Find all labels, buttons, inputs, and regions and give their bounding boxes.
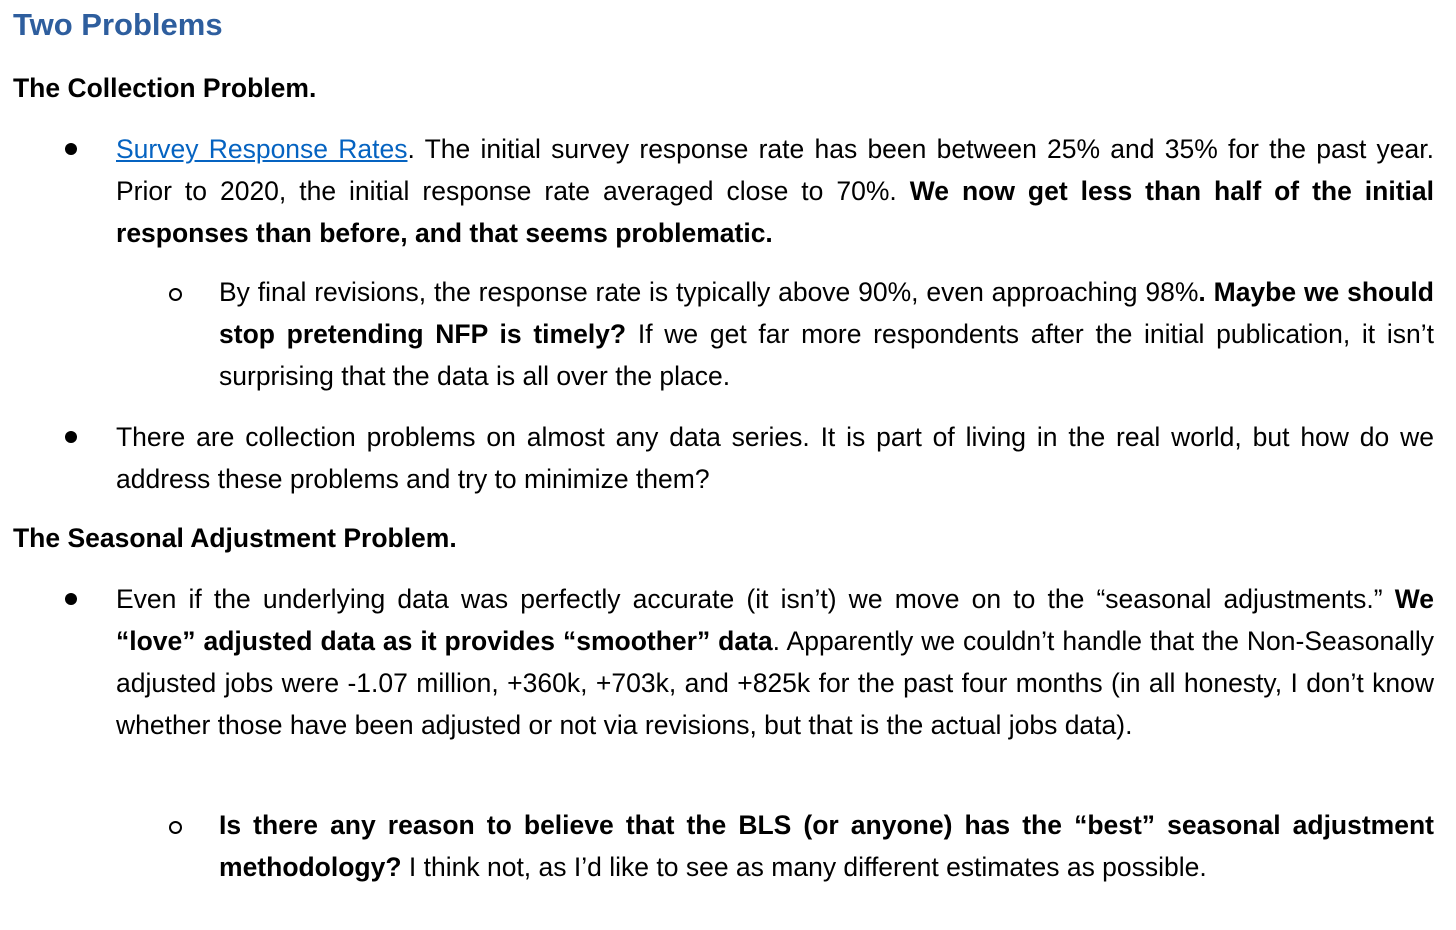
section-heading: Two Problems <box>13 7 223 42</box>
paragraph-text: By final revisions, the response rate is typically above 90%, even approaching 98% <box>219 277 1199 307</box>
survey-response-rates-link[interactable]: Survey Response Rates <box>116 134 408 164</box>
bullet-disc-icon <box>65 431 77 443</box>
paragraph-bold-text: . Maybe we should stop pretending NFP is timely? <box>219 277 1434 349</box>
bullet-disc-icon <box>65 143 77 155</box>
paragraph-text: If we get far more respondents after the initial publication, it isn’t surprising that the data is all over the place. <box>219 319 1435 391</box>
seasonal-adjustment-problem-title: The Seasonal Adjustment Problem. <box>13 523 457 553</box>
paragraph-text: . The initial survey response rate has been between 25% and 35% for the past year. Prior to 2020, the initial response rate averaged close to 70%. <box>116 134 1434 206</box>
bullet-circle-icon <box>169 821 182 834</box>
paragraph-bold-text: We now get less than half of the initial responses than before, and that seems problematic. <box>116 176 1434 248</box>
bls-methodology-paragraph <box>219 804 1434 888</box>
paragraph-text: Even if the underlying data was perfectly accurate (it isn’t) we move on to the “seasonal adjustments.” <box>116 584 1395 614</box>
seasonal-adjustments-paragraph <box>116 578 1434 746</box>
collection-problems-paragraph: There are collection problems on almost any data series. It is part of living in the real world, but how do we address these problems and try to minimize them? <box>116 422 1434 494</box>
final-revisions-paragraph <box>219 271 1434 397</box>
paragraph-bold-text: We “love” adjusted data as it provides “smoother” data <box>116 584 1434 656</box>
collection-problem-title: The Collection Problem. <box>13 73 317 103</box>
paragraph-text: . Apparently we couldn’t handle that the Non-Seasonally adjusted jobs were -1.07 million, +360k, +703k, and +825k for the past four months (in all honesty, I don’t know whether those have been adjusted or not via revisions, but that is the actual jobs data). <box>116 626 1434 740</box>
paragraph-bold-text: Is there any reason to believe that the BLS (or anyone) has the “best” seasonal adjustment methodology? <box>219 810 1434 882</box>
bullet-disc-icon <box>65 593 77 605</box>
response-rates-paragraph <box>116 128 1434 254</box>
paragraph-text: I think not, as I’d like to see as many different estimates as possible. <box>401 852 1207 882</box>
bullet-circle-icon <box>169 288 182 301</box>
